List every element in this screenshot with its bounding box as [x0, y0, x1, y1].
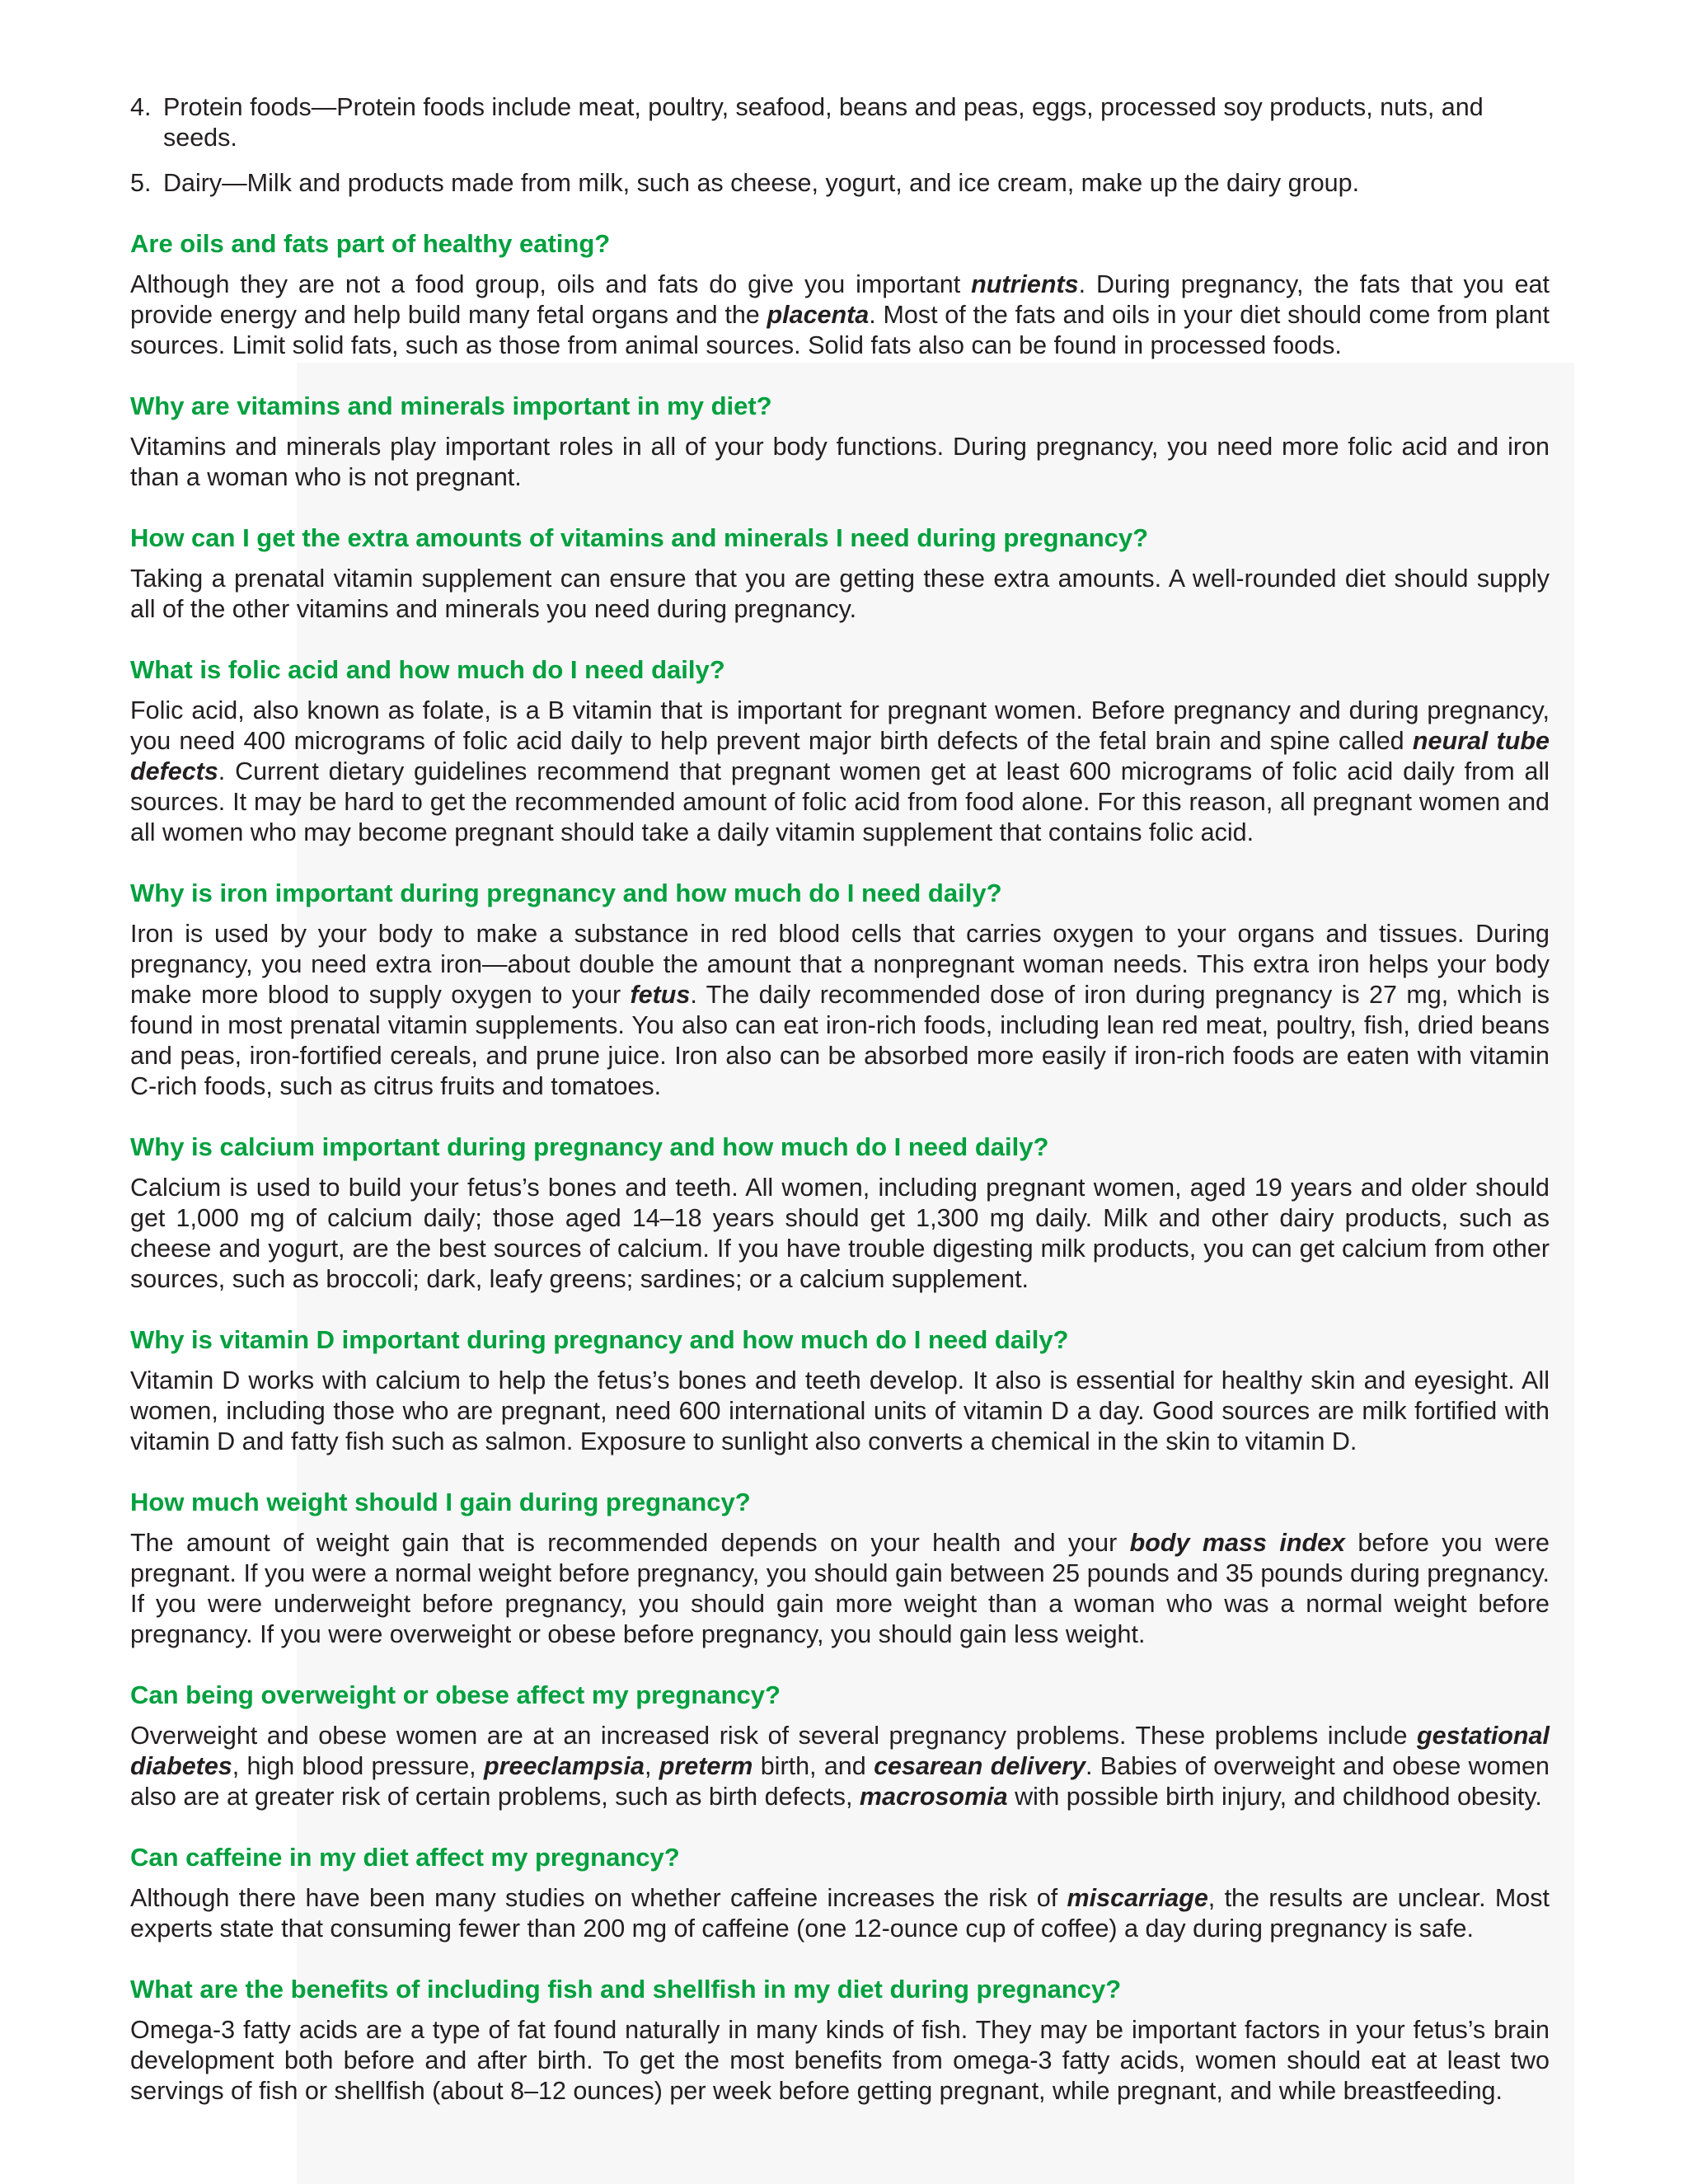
glossary-term: nutrients — [971, 270, 1079, 298]
faq-section — [130, 1680, 1550, 1812]
glossary-term: cesarean delivery — [874, 1752, 1085, 1780]
paragraph-text: Overweight and obese women are at an increased risk of several pregnancy problems. These problems include — [130, 1722, 1417, 1750]
section-paragraph — [130, 1528, 1550, 1650]
paragraph-text: . Babies of overweight and obese women also are at greater risk of certain problems, such as birth defects, — [130, 1752, 1550, 1811]
glossary-term: gestational diabetes — [130, 1722, 1550, 1780]
faq-sections — [130, 228, 1550, 2107]
paragraph-text: Calcium is used to build your fetus’s bones and teeth. All women, including pregnant women, aged 19 years and older should get 1,000 mg of calcium daily; those aged 14–18 years should get 1,300 mg daily. Milk and other dairy products, such as cheese and yogurt, are the best sources of calcium. If you have trouble digesting milk products, you can get calcium from other sources, such as broccoli; dark, leafy greens; sardines; or a calcium supplement. — [130, 1174, 1550, 1293]
paragraph-text: Although they are not a food group, oils and fats do give you important — [130, 270, 972, 298]
paragraph-text: birth, and — [753, 1752, 874, 1780]
list-item-text: Dairy—Milk and products made from milk, such as cheese, yogurt, and ice cream, make up the dairy group. — [163, 169, 1360, 197]
list-item-number: 4. — [130, 93, 152, 121]
section-heading: Can caffeine in my diet affect my pregnancy? — [130, 1843, 680, 1872]
section-paragraph — [130, 432, 1550, 493]
section-paragraph — [130, 1366, 1550, 1457]
paragraph-text: The amount of weight gain that is recommended depends on your health and your — [130, 1529, 1130, 1557]
paragraph-text: Taking a prenatal vitamin supplement can ensure that you are getting these extra amounts. A well-rounded diet should supply all of the other vitamins and minerals you need during pregnancy. — [130, 565, 1550, 623]
glossary-term: placenta — [767, 301, 870, 329]
faq-section — [130, 1842, 1550, 1944]
glossary-term: fetus — [630, 981, 691, 1009]
section-paragraph — [130, 269, 1550, 361]
paragraph-text: . During pregnancy, the fats that you eat provide energy and help build many fetal organs and the — [130, 270, 1550, 329]
list-item — [130, 92, 1550, 153]
food-group-list — [130, 92, 1550, 199]
section-heading: Are oils and fats part of healthy eating? — [130, 229, 611, 258]
paragraph-text: , the results are unclear. Most experts state that consuming fewer than 200 mg of caffeine (one 12-ounce cup of coffee) a day during pregnancy is safe. — [130, 1884, 1550, 1943]
paragraph-text: Omega-3 fatty acids are a type of fat found naturally in many kinds of fish. They may be important factors in your fetus’s brain development both before and after birth. To get the most benefits from omega-3 fatty acids, women should eat at least two servings of fish or shellfish (about 8–12 ounces) per week before getting pregnant, while pregnant, and while breastfeeding. — [130, 2016, 1550, 2105]
glossary-term: miscarriage — [1067, 1884, 1208, 1912]
paragraph-text: . Most of the fats and oils in your diet should come from plant sources. Limit solid fats, such as those from animal sources. Solid fats also can be found in processed foods. — [130, 301, 1550, 359]
list-item-text: Protein foods—Protein foods include meat, poultry, seafood, beans and peas, eggs, processed soy products, nuts, and seeds. — [163, 93, 1484, 152]
section-paragraph — [130, 1883, 1550, 1944]
section-heading: Can being overweight or obese affect my pregnancy? — [130, 1680, 781, 1709]
section-heading: Why is calcium important during pregnancy and how much do I need daily? — [130, 1132, 1049, 1161]
section-paragraph — [130, 919, 1550, 1102]
faq-section — [130, 228, 1550, 361]
glossary-term: neural tube defects — [130, 727, 1550, 785]
section-paragraph — [130, 696, 1550, 848]
glossary-term: preterm — [659, 1752, 753, 1780]
faq-section — [130, 1132, 1550, 1295]
paragraph-text: Vitamin D works with calcium to help the fetus’s bones and teeth develop. It also is essential for healthy skin and eyesight. All women, including those who are pregnant, need 600 international units of vitamin D a day. Good sources are milk fortified with vitamin D and fatty fish such as salmon. Exposure to sunlight also converts a chemical in the skin to vitamin D. — [130, 1366, 1550, 1455]
paragraph-text: , high blood pressure, — [232, 1752, 484, 1780]
faq-section — [130, 1974, 1550, 2107]
paragraph-text: before you were pregnant. If you were a normal weight before pregnancy, you should gain between 25 pounds and 35 pounds during pregnancy. If you were underweight before pregnancy, you should gain more weight than a woman who was a normal weight before pregnancy. If you were overweight or obese before pregnancy, you should gain less weight. — [130, 1529, 1550, 1648]
section-paragraph — [130, 2015, 1550, 2107]
section-paragraph — [130, 564, 1550, 625]
paragraph-text: with possible birth injury, and childhood obesity. — [1007, 1783, 1542, 1811]
paragraph-text: Vitamins and minerals play important roles in all of your body functions. During pregnancy, you need more folic acid and iron than a woman who is not pregnant. — [130, 433, 1550, 491]
list-item — [130, 168, 1550, 199]
section-heading: How can I get the extra amounts of vitamins and minerals I need during pregnancy? — [130, 523, 1149, 552]
glossary-term: preeclampsia — [484, 1752, 645, 1780]
paragraph-text: . Current dietary guidelines recommend that pregnant women get at least 600 micrograms of folic acid daily from all sources. It may be hard to get the recommended amount of folic acid from food alone. For this reason, all pregnant women and all women who may become pregnant should take a daily vitamin supplement that contains folic acid. — [130, 757, 1550, 846]
paragraph-text: . The daily recommended dose of iron during pregnancy is 27 mg, which is found in most prenatal vitamin supplements. You also can eat iron-rich foods, including lean red meat, poultry, fish, dried beans and peas, iron-fortified cereals, and prune juice. Iron also can be absorbed more easily if iron-rich foods are eaten with vitamin C-rich foods, such as citrus fruits and tomatoes. — [130, 981, 1550, 1100]
paragraph-text: Iron is used by your body to make a substance in red blood cells that carries oxygen to your organs and tissues. During pregnancy, you need extra iron—about double the amount that a nonpregnant woman needs. This extra iron helps your body make more blood to supply oxygen to your — [130, 920, 1550, 1009]
faq-section — [130, 1324, 1550, 1457]
faq-section — [130, 391, 1550, 493]
section-heading: Why is iron important during pregnancy and how much do I need daily? — [130, 879, 1002, 907]
paragraph-text: , — [644, 1752, 659, 1780]
glossary-term: macrosomia — [859, 1783, 1008, 1811]
section-paragraph — [130, 1721, 1550, 1812]
section-paragraph — [130, 1173, 1550, 1295]
list-item-number: 5. — [130, 169, 152, 197]
section-heading: What are the benefits of including fish and shellfish in my diet during pregnancy? — [130, 1975, 1122, 2004]
faq-section — [130, 523, 1550, 625]
faq-section — [130, 654, 1550, 848]
document-page — [130, 92, 1550, 2136]
section-heading: Why is vitamin D important during pregnancy and how much do I need daily? — [130, 1325, 1069, 1354]
paragraph-text: Folic acid, also known as folate, is a B vitamin that is important for pregnant women. Before pregnancy and during pregnancy, you need 400 micrograms of folic acid daily to help prevent major birth defects of the fetal brain and spine called — [130, 696, 1550, 755]
section-heading: What is folic acid and how much do I need daily? — [130, 655, 725, 684]
faq-section — [130, 1487, 1550, 1650]
glossary-term: body mass index — [1129, 1529, 1346, 1557]
paragraph-text: Although there have been many studies on whether caffeine increases the risk of — [130, 1884, 1067, 1912]
section-heading: How much weight should I gain during pregnancy? — [130, 1488, 751, 1516]
section-heading: Why are vitamins and minerals important in my diet? — [130, 391, 772, 420]
faq-section — [130, 878, 1550, 1102]
